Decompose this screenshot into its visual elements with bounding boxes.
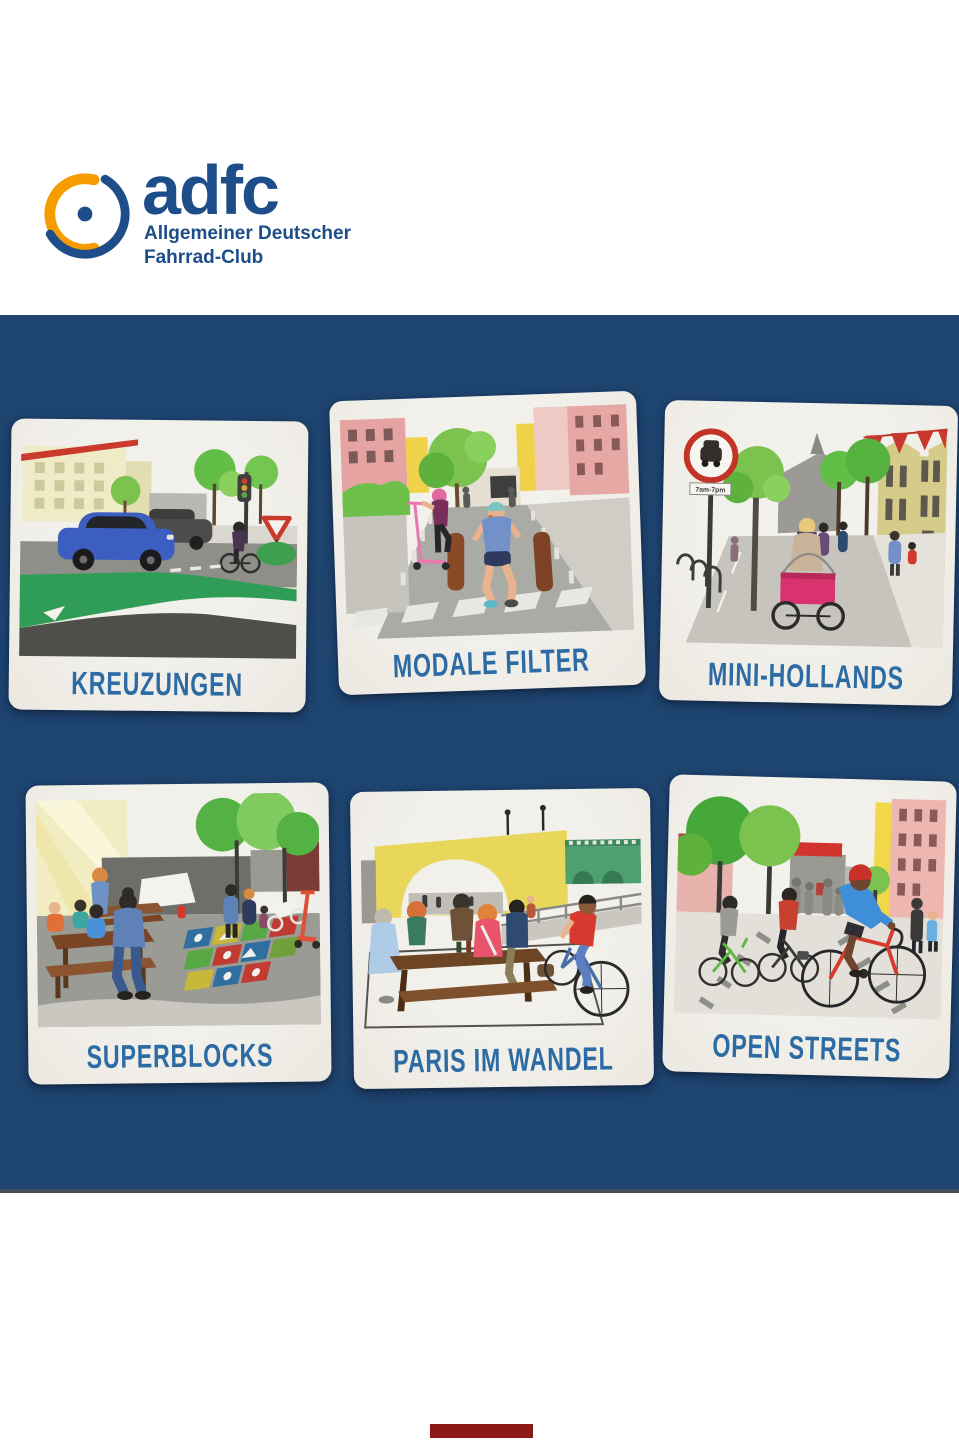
card-title: KREUZUNGEN	[71, 665, 244, 704]
paris-im-wandel-illustration	[360, 798, 643, 1037]
card-title: MINI-HOLLANDS	[707, 656, 905, 697]
sign-plate-text: 7am-7pm	[695, 486, 726, 495]
adfc-wheel-logo-icon	[36, 162, 134, 266]
modale-filter-illustration	[339, 401, 634, 643]
footer-red-bar	[430, 1424, 533, 1438]
cards-section	[0, 315, 959, 1193]
mini-hollands-illustration	[670, 410, 948, 654]
card-caption	[672, 1019, 940, 1078]
card-mini-hollands	[659, 400, 958, 706]
logo-wordmark: adfc	[142, 151, 278, 229]
card-title: MODALE FILTER	[392, 642, 591, 685]
card-title: PARIS IM WANDEL	[393, 1040, 615, 1080]
logo-subtitle-line1: Allgemeiner Deutscher	[144, 223, 351, 245]
card-caption	[38, 1030, 322, 1085]
header	[0, 0, 959, 315]
bottom-margin	[0, 1193, 959, 1440]
logo-subtitle-line2: Fahrrad-Club	[144, 246, 264, 268]
card-superblocks	[25, 782, 331, 1084]
card-paris-im-wandel	[350, 788, 654, 1089]
adfc-logo	[36, 151, 351, 269]
superblocks-illustration	[36, 793, 321, 1033]
card-open-streets	[662, 774, 957, 1078]
open-streets-illustration	[674, 785, 947, 1027]
card-caption	[18, 658, 296, 713]
card-modale-filter	[329, 391, 646, 696]
card-kreuzungen	[8, 418, 308, 712]
card-caption	[347, 633, 636, 695]
card-caption	[669, 648, 943, 706]
logo-hub-dot	[78, 207, 93, 222]
logo-text	[142, 151, 351, 269]
kreuzungen-illustration	[19, 429, 298, 661]
card-title: SUPERBLOCKS	[86, 1037, 274, 1076]
card-caption	[363, 1033, 644, 1089]
card-title: OPEN STREETS	[711, 1028, 902, 1069]
